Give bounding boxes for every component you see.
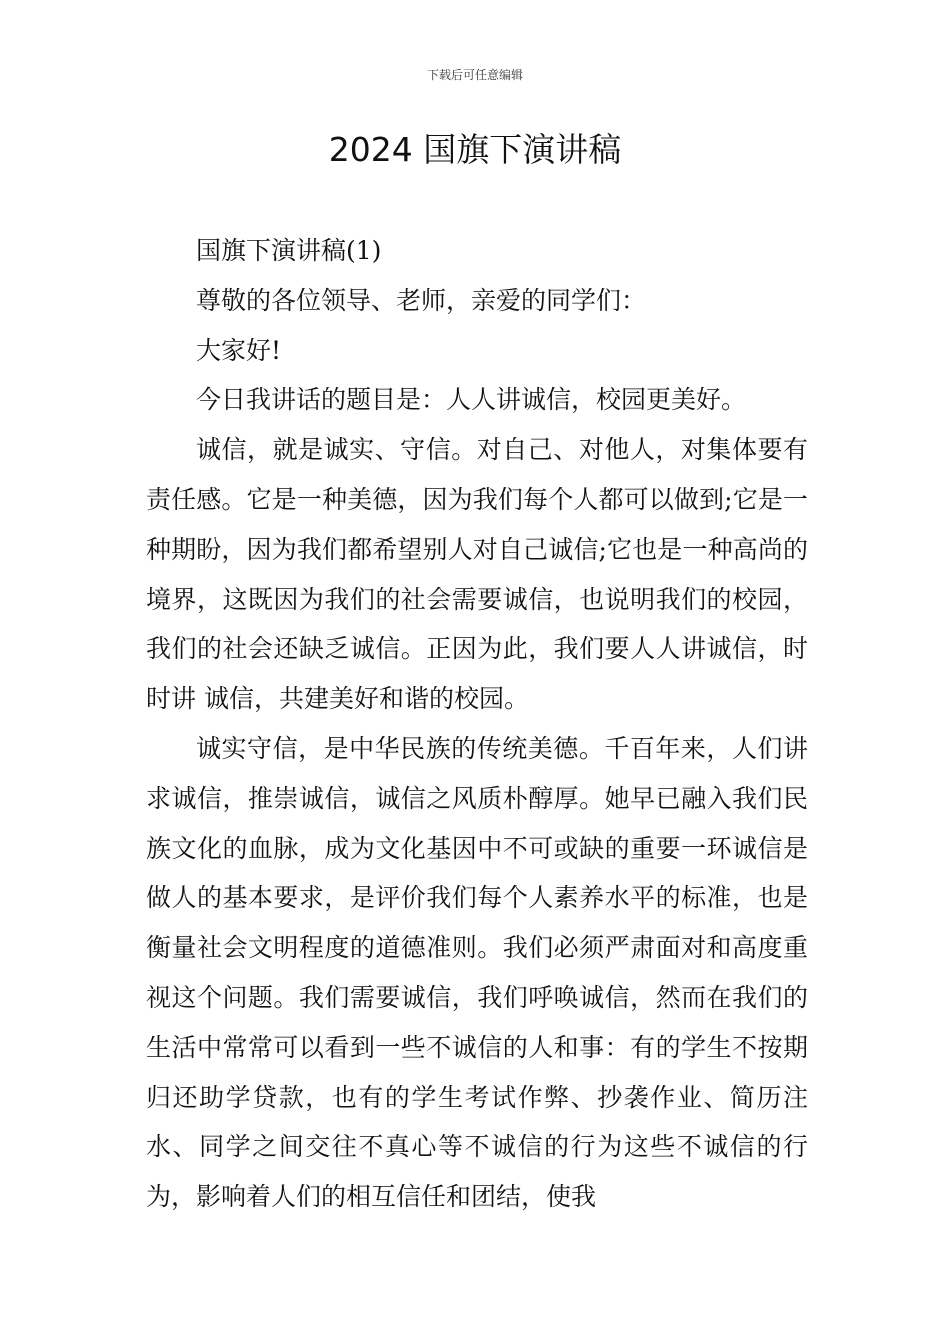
paragraph-body: 诚信，就是诚实、守信。对自己、对他人，对集体要有责任感。它是一种美德，因为我们每个人都可以做到;它是一种期盼，因为我们都希望别人对自己诚信;它也是一种高尚的境界，这既因为我们的社会需要诚信，也说明我们的校园，我们的社会还缺乏诚信。正因为此，我们要人人讲诚信，时时讲 诚信，共建美好和谐的校园。 xyxy=(146,435,808,714)
paragraph-greeting: 大家好! xyxy=(196,335,282,365)
paragraph-subtitle: 国旗下演讲稿(1) xyxy=(196,236,382,265)
paragraph-salutation: 尊敬的各位领导、老师，亲爱的同学们： xyxy=(196,285,647,315)
paragraph-body: 诚实守信，是中华民族的传统美德。千百年来，人们讲求诚信，推崇诚信，诚信之风质朴醇厚。她早已融入我们民族文化的血脉，成为文化基因中不可或缺的重要一环诚信是做人的基本要求，是评价我们每个人素养水平的标准，也是衡量社会文明程度的道德准则。我们必须严肃面对和高度重视这个问题。我们需要诚信，我们呼唤诚信，然而在我们的生活中常常可以看到一些不诚信的人和事：有的学生不按期归还助学贷款，也有的学生考试作弊、抄袭作业、简历注水、同学之间交往不真心等不诚信的行为这些不诚信的行为，影响着人们的相互信任和团结，使我 xyxy=(146,733,808,1212)
document-title: 2024 国旗下演讲稿 xyxy=(328,130,622,169)
paragraph-topic: 今日我讲话的题目是：人人讲诚信，校园更美好。 xyxy=(196,385,747,415)
header-note: 下载后可任意编辑 xyxy=(426,68,523,82)
document-body xyxy=(146,226,808,1222)
